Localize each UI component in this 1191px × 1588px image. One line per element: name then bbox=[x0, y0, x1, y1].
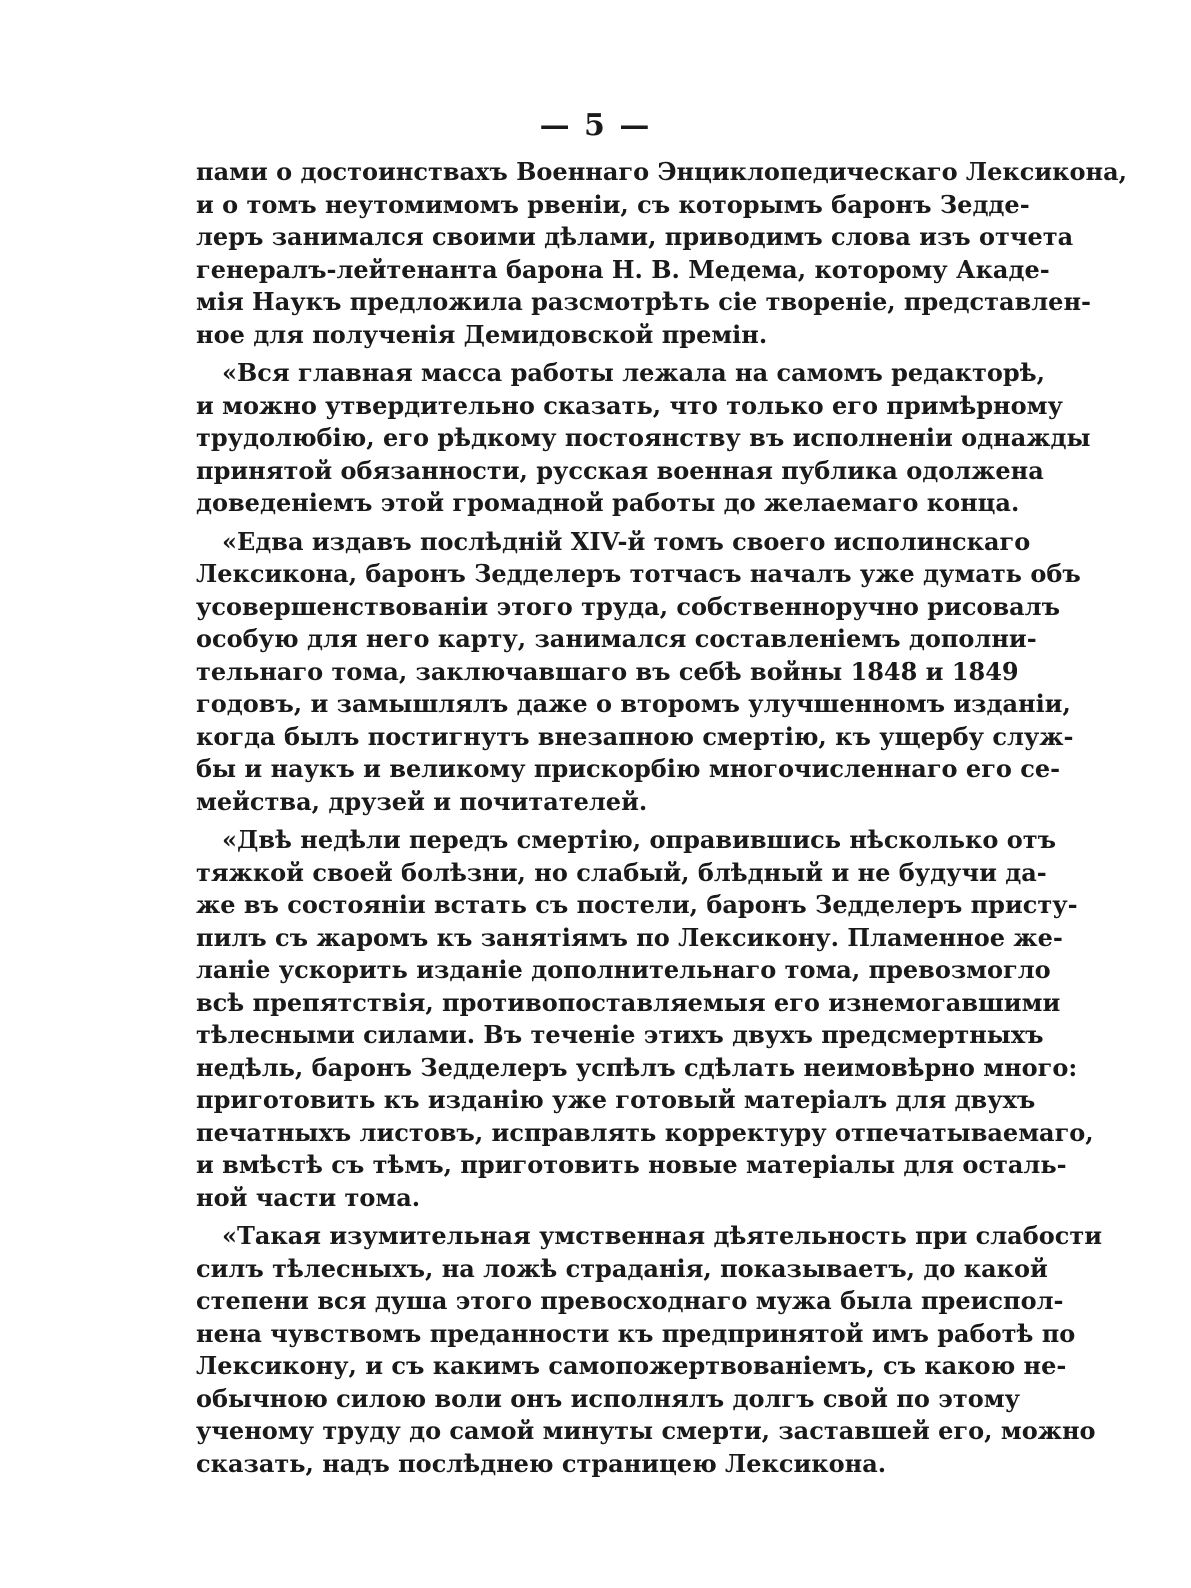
text-line: бы и наукъ и великому прискорбію многочисленнаго его се- bbox=[196, 754, 1061, 783]
text-line: пами о достоинствахъ Военнаго Энциклопедическаго Лексикона, bbox=[196, 157, 1127, 186]
text-line: недѣль, баронъ Зедделеръ успѣлъ сдѣлать неимовѣрно много: bbox=[196, 1052, 1078, 1082]
text-line: «Вся главная масса работы лежала на самомъ редакторѣ, bbox=[222, 358, 1045, 387]
text-line: доведеніемъ этой громадной работы до желаемаго конца. bbox=[196, 488, 1020, 517]
text-line: ное для полученія Демидовской премін. bbox=[196, 319, 768, 349]
page-number: — 5 — bbox=[539, 108, 652, 143]
text-line: Лексикону, и съ какимъ самопожертвованіемъ, съ какою не- bbox=[196, 1351, 1067, 1380]
paragraph-4 bbox=[196, 824, 1094, 1214]
text-line: силъ тѣлесныхъ, на ложѣ страданія, показываетъ, до какой bbox=[196, 1253, 1048, 1283]
text-line: «Двѣ недѣли передъ смертію, оправившись нѣсколько отъ bbox=[222, 825, 1056, 854]
text-line: тельнаго тома, заключавшаго въ себѣ войны 1848 и 1849 bbox=[196, 656, 1019, 686]
text-line: мія Наукъ предложила разсмотрѣть сіе твореніе, представлен- bbox=[196, 287, 1091, 316]
text-line: тѣлесными силами. Въ теченіе этихъ двухъ предсмертныхъ bbox=[196, 1020, 1044, 1049]
text-line: печатныхъ листовъ, исправлять корректуру отпечатываемаго, bbox=[196, 1117, 1094, 1147]
paragraph-2 bbox=[196, 357, 1091, 520]
text-line: нена чувствомъ преданности къ предпринятой имъ работѣ по bbox=[196, 1318, 1076, 1348]
text-line: усовершенствованіи этого труда, собственноручно рисовалъ bbox=[196, 591, 1061, 621]
text-line: же въ состояніи встать съ постели, баронъ Зедделеръ присту- bbox=[196, 890, 1078, 919]
text-line: «Едва издавъ послѣдній XIV-й томъ своего исполинскаго bbox=[222, 526, 1031, 556]
text-line: и о томъ неутомимомъ рвеніи, съ которымъ баронъ Зедде- bbox=[196, 189, 1030, 219]
text-line: когда былъ постигнутъ внезапною смертію, къ ущербу служ- bbox=[196, 721, 1074, 751]
text-line: и можно утвердительно сказать, что только его примѣрному bbox=[196, 390, 1063, 420]
paragraph-5 bbox=[196, 1220, 1103, 1480]
text-line: приготовить къ изданію уже готовый матеріалъ для двухъ bbox=[196, 1085, 1036, 1114]
text-line: сказать, надъ послѣднею страницею Лексикона. bbox=[196, 1448, 887, 1478]
text-line: ной части тома. bbox=[196, 1182, 421, 1212]
text-line: ланіе ускорить изданіе дополнительнаго тома, превозмогло bbox=[196, 955, 1051, 984]
text-line: тяжкой своей болѣзни, но слабый, блѣдный и не будучи да- bbox=[196, 857, 1047, 887]
text-line: обычною силою воли онъ исполнялъ долгъ свой по этому bbox=[196, 1383, 1020, 1413]
text-line: генералъ-лейтенанта барона Н. В. Медема, которому Акаде- bbox=[196, 254, 1050, 284]
text-line: Лексикона, баронъ Зедделеръ тотчасъ началъ уже думать объ bbox=[196, 559, 1081, 588]
text-line: особую для него карту, занимался составленіемъ дополни- bbox=[196, 624, 1037, 653]
paragraph-3 bbox=[196, 526, 1081, 819]
text-line: «Такая изумительная умственная дѣятельность при слабости bbox=[222, 1221, 1103, 1250]
text-line: годовъ, и замышлялъ даже о второмъ улучшенномъ изданіи, bbox=[196, 689, 1071, 718]
text-line: мейства, друзей и почитателей. bbox=[196, 786, 648, 816]
text-line: трудолюбію, его рѣдкому постоянству въ исполненіи однажды bbox=[196, 423, 1091, 452]
text-line: и вмѣстѣ съ тѣмъ, приготовить новые матеріалы для осталь- bbox=[196, 1150, 1067, 1179]
text-line: всѣ препятствія, противопоставляемыя его изнемогавшими bbox=[196, 987, 1061, 1017]
text-line: принятой обязанности, русская военная публика одолжена bbox=[196, 455, 1044, 485]
text-line: степени вся душа этого превосходнаго мужа была преиспол- bbox=[196, 1286, 1064, 1315]
body-text bbox=[196, 156, 1127, 1486]
text-line: леръ занимался своими дѣлами, приводимъ слова изъ отчета bbox=[196, 222, 1074, 251]
text-line: пилъ съ жаромъ къ занятіямъ по Лексикону. Пламенное же- bbox=[196, 922, 1063, 952]
text-line: ученому труду до самой минуты смерти, заставшей его, можно bbox=[196, 1416, 1096, 1445]
paragraph-1 bbox=[196, 156, 1127, 351]
